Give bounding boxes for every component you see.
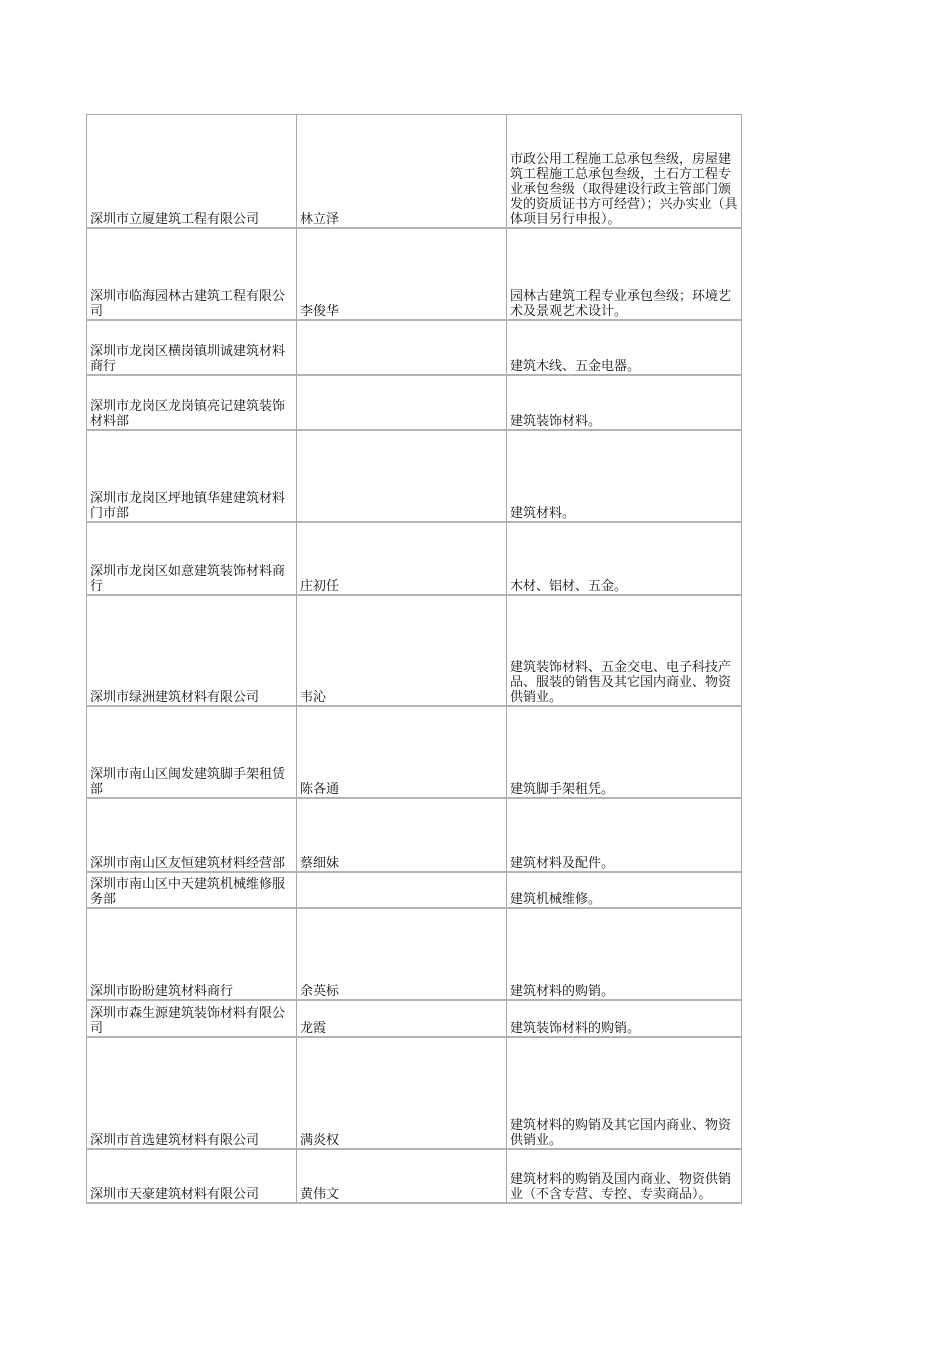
business-scope-cell: 市政公用工程施工总承包叁级，房屋建筑工程施工总承包叁级，土石方工程专业承包叁级（取得建设行政主管部门颁发的资质证书方可经营）；兴办实业（具体项目另行申报）。 bbox=[507, 115, 742, 228]
company-name-cell: 深圳市南山区中天建筑机械维修服务部 bbox=[87, 872, 297, 908]
person-cell bbox=[297, 872, 507, 908]
table-row bbox=[87, 115, 742, 228]
table-row bbox=[87, 798, 742, 872]
company-name-cell: 深圳市盼盼建筑材料商行 bbox=[87, 908, 297, 1000]
person-cell: 李俊华 bbox=[297, 228, 507, 320]
person-cell: 陈各通 bbox=[297, 706, 507, 798]
business-scope-cell: 建筑材料的购销及国内商业、物资供销业（不含专营、专控、专卖商品）。 bbox=[507, 1149, 742, 1203]
table-row bbox=[87, 1000, 742, 1037]
person-cell bbox=[297, 375, 507, 430]
person-cell: 黄伟文 bbox=[297, 1149, 507, 1203]
person-cell: 龙霞 bbox=[297, 1000, 507, 1037]
company-name-cell: 深圳市天豪建筑材料有限公司 bbox=[87, 1149, 297, 1203]
person-cell: 余英标 bbox=[297, 908, 507, 1000]
business-scope-cell: 木材、铝材、五金。 bbox=[507, 522, 742, 595]
business-scope-cell: 园林古建筑工程专业承包叁级；环境艺术及景观艺术设计。 bbox=[507, 228, 742, 320]
business-scope-cell: 建筑材料。 bbox=[507, 430, 742, 522]
person-cell bbox=[297, 430, 507, 522]
person-cell: 林立泽 bbox=[297, 115, 507, 228]
table-row bbox=[87, 1149, 742, 1203]
business-scope-cell: 建筑装饰材料的购销。 bbox=[507, 1000, 742, 1037]
business-scope-cell: 建筑木线、五金电器。 bbox=[507, 320, 742, 375]
business-scope-cell: 建筑材料的购销及其它国内商业、物资供销业。 bbox=[507, 1037, 742, 1149]
table-row bbox=[87, 320, 742, 375]
company-name-cell: 深圳市首选建筑材料有限公司 bbox=[87, 1037, 297, 1149]
person-cell: 蔡细妹 bbox=[297, 798, 507, 872]
person-cell bbox=[297, 320, 507, 375]
business-scope-cell: 建筑装饰材料。 bbox=[507, 375, 742, 430]
business-scope-cell: 建筑装饰材料、五金交电、电子科技产品、服装的销售及其它国内商业、物资供销业。 bbox=[507, 595, 742, 706]
company-name-cell: 深圳市南山区闽发建筑脚手架租赁部 bbox=[87, 706, 297, 798]
table-row bbox=[87, 908, 742, 1000]
table-row bbox=[87, 430, 742, 522]
table-row bbox=[87, 706, 742, 798]
company-table bbox=[86, 114, 742, 1204]
company-name-cell: 深圳市绿洲建筑材料有限公司 bbox=[87, 595, 297, 706]
company-name-cell: 深圳市龙岗区坪地镇华建建筑材料门市部 bbox=[87, 430, 297, 522]
business-scope-cell: 建筑脚手架租凭。 bbox=[507, 706, 742, 798]
company-name-cell: 深圳市龙岗区横岗镇圳诚建筑材料商行 bbox=[87, 320, 297, 375]
person-cell: 庄初任 bbox=[297, 522, 507, 595]
table-row bbox=[87, 375, 742, 430]
business-scope-cell: 建筑机械维修。 bbox=[507, 872, 742, 908]
company-name-cell: 深圳市临海园林古建筑工程有限公司 bbox=[87, 228, 297, 320]
table-row bbox=[87, 1037, 742, 1149]
company-name-cell: 深圳市森生源建筑装饰材料有限公司 bbox=[87, 1000, 297, 1037]
company-name-cell: 深圳市立厦建筑工程有限公司 bbox=[87, 115, 297, 228]
person-cell: 满炎权 bbox=[297, 1037, 507, 1149]
business-scope-cell: 建筑材料的购销。 bbox=[507, 908, 742, 1000]
table-row bbox=[87, 522, 742, 595]
company-table-body bbox=[87, 115, 742, 1203]
company-name-cell: 深圳市南山区友恒建筑材料经营部 bbox=[87, 798, 297, 872]
business-scope-cell: 建筑材料及配件。 bbox=[507, 798, 742, 872]
table-row bbox=[87, 872, 742, 908]
table-row bbox=[87, 595, 742, 706]
company-name-cell: 深圳市龙岗区龙岗镇亮记建筑装饰材料部 bbox=[87, 375, 297, 430]
company-name-cell: 深圳市龙岗区如意建筑装饰材料商行 bbox=[87, 522, 297, 595]
table-row bbox=[87, 228, 742, 320]
person-cell: 韦沁 bbox=[297, 595, 507, 706]
